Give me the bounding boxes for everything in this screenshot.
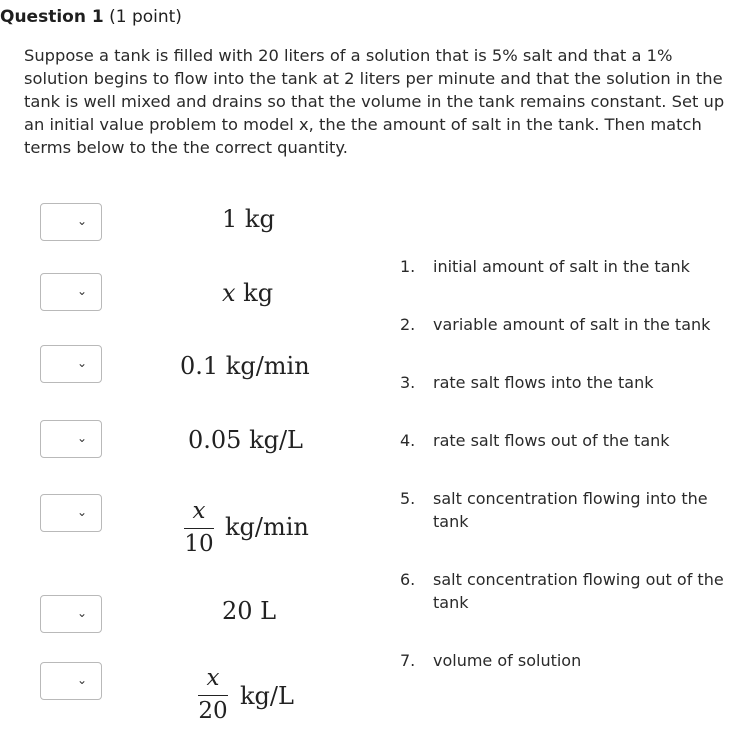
option-number: 1. [400, 257, 416, 276]
term-7-unit: kg/L [240, 682, 294, 710]
chevron-down-icon: ⌄ [76, 431, 87, 445]
term-2-unit: kg [235, 279, 274, 307]
term-4: 0.05 kg/L [188, 426, 303, 454]
option-label: rate salt flows out of the tank [433, 431, 670, 450]
option-number: 7. [400, 651, 416, 670]
chevron-down-icon: ⌄ [76, 505, 87, 519]
fraction-bar [184, 528, 214, 529]
match-select-3[interactable] [40, 345, 102, 383]
option-number: 2. [400, 315, 416, 334]
option-number: 4. [400, 431, 416, 450]
chevron-down-icon: ⌄ [76, 606, 87, 620]
chevron-down-icon: ⌄ [76, 356, 87, 370]
match-select-4[interactable] [40, 420, 102, 458]
match-select-1[interactable] [40, 203, 102, 241]
term-5-denominator: 10 [184, 531, 214, 557]
chevron-down-icon: ⌄ [76, 284, 87, 298]
match-select-7[interactable] [40, 662, 102, 700]
term-5-fraction [184, 498, 214, 557]
match-select-6[interactable] [40, 595, 102, 633]
option-number: 6. [400, 570, 416, 589]
term-7-numerator: x [206, 665, 220, 691]
chevron-down-icon: ⌄ [76, 673, 87, 687]
term-5-numerator: x [192, 498, 206, 524]
match-select-5[interactable] [40, 494, 102, 532]
option-label: salt concentration flowing into the tank [433, 489, 708, 531]
option-label: variable amount of salt in the tank [433, 315, 711, 334]
question-title [0, 7, 182, 27]
question-prompt: Suppose a tank is filled with 20 liters of a solution that is 5% salt and that a 1% solution begins to flow into the tank at 2 liters per minute and that the solution in the tank is well mixed and drains so that the volume in the tank remains constant. Set up an initial value problem to model x, the the amount of salt in the tank. Then match terms below to the the correct quantity. [24, 46, 725, 157]
term-2-variable: x [222, 279, 236, 307]
term-7-denominator: 20 [198, 698, 228, 724]
chevron-down-icon: ⌄ [76, 214, 87, 228]
option-number: 3. [400, 373, 416, 392]
option-label: initial amount of salt in the tank [433, 257, 690, 276]
term-2 [222, 279, 273, 307]
term-6: 20 L [222, 597, 277, 625]
option-label: salt concentration flowing out of the tank [433, 570, 724, 612]
match-select-2[interactable] [40, 273, 102, 311]
term-5-unit: kg/min [225, 513, 309, 541]
term-1: 1 kg [222, 205, 275, 233]
question-points: (1 point) [109, 7, 182, 27]
option-number: 5. [400, 489, 416, 508]
fraction-bar [198, 695, 228, 696]
term-7-fraction [198, 665, 228, 724]
term-3: 0.1 kg/min [180, 352, 310, 380]
option-label: volume of solution [433, 651, 582, 670]
option-label: rate salt flows into the tank [433, 373, 654, 392]
question-number: Question 1 [0, 7, 104, 27]
